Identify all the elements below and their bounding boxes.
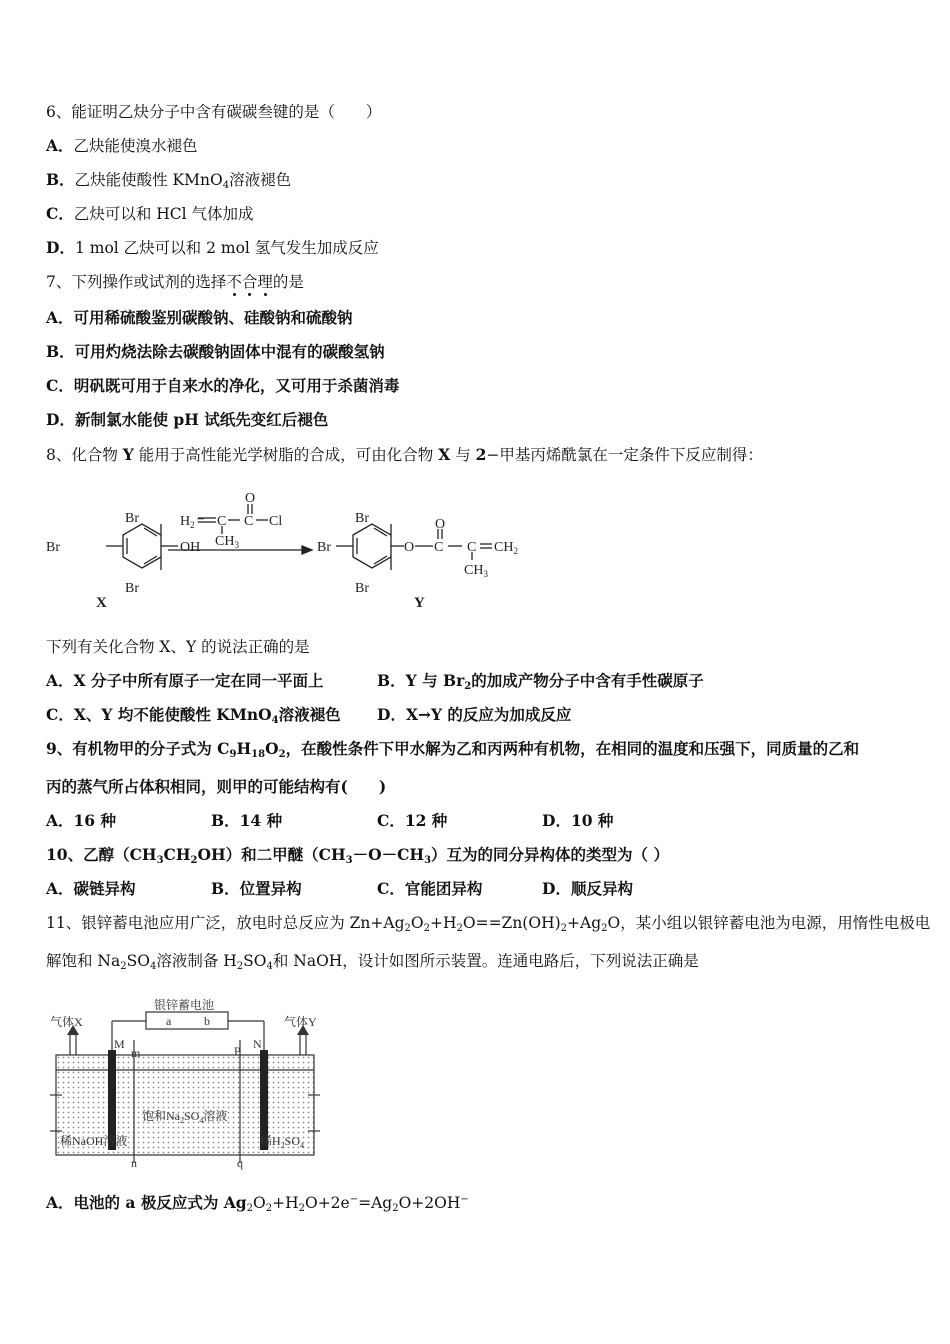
- emphasis-char: 理: [257, 273, 273, 291]
- option-text: Y 与 Br: [405, 671, 465, 690]
- subscript: 3: [234, 540, 239, 550]
- subscript: 2: [601, 923, 608, 934]
- stem-text: O: [410, 914, 424, 932]
- option-text: 新制氯水能使: [74, 410, 174, 429]
- option-label: D．: [377, 705, 406, 724]
- stem-text: 的是: [272, 273, 304, 291]
- stem-text: O: [265, 739, 279, 758]
- option-text: O: [253, 1194, 266, 1212]
- subscript: 4: [199, 1116, 204, 1125]
- oxygen-label: O: [435, 517, 446, 532]
- q6-stem: 6、能证明乙炔分子中含有碳碳叁键的是（ ）: [46, 103, 382, 121]
- stem-text: 和 NaOH，设计如图所示装置。连通电路后，下列说法正确是: [272, 952, 699, 970]
- option-text: 溶液褪色: [229, 171, 292, 189]
- electrolysis-apparatus: [46, 995, 336, 1170]
- option-label: A．: [46, 136, 74, 155]
- stem-text: H: [236, 739, 252, 758]
- svg-text:CH2: [494, 540, 518, 556]
- reagent-label: H: [180, 514, 191, 529]
- bromine-label: Br: [317, 540, 331, 555]
- q10-option-b[interactable]: B．位置异构: [211, 879, 302, 898]
- option-text: 可用灼烧法除去碳酸钠固体中混有的碳酸氢钠: [74, 342, 385, 361]
- middle-solution-label: SO: [184, 1109, 200, 1123]
- membrane-q-label: q: [237, 1156, 243, 1170]
- stem-text: 7、下列操作或试剂的选择: [46, 273, 227, 291]
- q8-intro: 下列有关化合物 X、Y 的说法正确的是: [46, 638, 310, 656]
- stem-text: 8、化合物: [46, 446, 123, 464]
- stem-text: +Ag: [567, 914, 602, 932]
- q10-option-d[interactable]: D．顺反异构: [542, 879, 633, 898]
- stem-text: OH）和二甲醚（CH: [197, 845, 346, 864]
- q7-option-b[interactable]: [46, 342, 385, 362]
- bromine-label: Br: [355, 581, 369, 596]
- q7-option-a[interactable]: [46, 308, 353, 328]
- methylene-label: CH: [494, 540, 514, 555]
- q10-option-a[interactable]: A．碳链异构: [46, 879, 136, 898]
- option-label: C．: [46, 204, 74, 223]
- subscript: 9: [229, 749, 237, 760]
- reaction-scheme: [40, 480, 540, 615]
- q6-option-d[interactable]: [46, 238, 379, 258]
- stem-text: 能用于高性能光学树脂的合成，可由化合物: [133, 446, 439, 464]
- carbon-label: C: [244, 514, 254, 529]
- stem-text: 溶液制备 H: [156, 952, 237, 970]
- subscript: 2: [180, 1116, 184, 1125]
- subscript: 18: [251, 749, 266, 760]
- subscript: 2: [456, 923, 463, 934]
- svg-text:饱和Na2SO4溶液: [142, 1108, 227, 1125]
- subscript: 2: [464, 681, 472, 692]
- q8-option-d[interactable]: [377, 705, 571, 725]
- methyl-label: CH: [215, 534, 235, 549]
- stem-text: 9、有机物甲的分子式为 C: [46, 739, 230, 758]
- subscript: 2: [236, 961, 244, 972]
- option-text: X、Y 均不能使酸性 KMnO: [73, 705, 272, 724]
- q8-stem: [46, 445, 763, 465]
- q7-stem: [46, 272, 304, 292]
- option-text: O+2OH: [398, 1194, 461, 1212]
- stem-text: −甲基丙烯酰氯在一定条件下反应制得：: [486, 446, 763, 464]
- option-text: 溶液褪色: [278, 705, 341, 724]
- carbon-label: C: [217, 514, 227, 529]
- stem-text: SO: [243, 952, 267, 970]
- q8-option-c[interactable]: [46, 705, 341, 725]
- option-text: O+2e: [304, 1194, 350, 1212]
- q6-option-a[interactable]: [46, 136, 198, 156]
- electrode-m-label: M: [114, 1037, 125, 1051]
- q6-option-b[interactable]: [46, 170, 291, 190]
- subscript: 4: [266, 961, 273, 972]
- option-text: A．电池的 a 极反应式为 Ag: [46, 1193, 247, 1212]
- bromine-label: Br: [125, 511, 139, 526]
- subscript: 2: [513, 546, 518, 556]
- option-label: B．: [46, 170, 75, 189]
- option-text: X 分子中所有原子一定在同一平面上: [73, 671, 324, 690]
- stem-text: 2: [475, 445, 487, 464]
- methyl-label: CH: [464, 563, 484, 578]
- subscript: 3: [424, 855, 432, 866]
- subscript: 3: [483, 569, 488, 579]
- membrane-m-label: m: [131, 1046, 141, 1060]
- stem-text: O，某小组以银锌蓄电池为电源，用惰性电极电: [607, 914, 931, 932]
- q9-stem-line1: [46, 739, 859, 759]
- svg-text:CH3: [464, 563, 488, 579]
- subscript: 2: [423, 923, 430, 934]
- middle-solution-label: 饱和Na: [142, 1109, 180, 1123]
- stem-text: Y: [122, 445, 134, 464]
- stem-text: O==Zn(OH): [462, 914, 561, 932]
- option-text: 试纸先变红后褪色: [198, 410, 329, 429]
- subscript: 3: [345, 855, 353, 866]
- q11-stem-line2: [46, 951, 699, 971]
- bromine-label: Br: [125, 581, 139, 596]
- terminal-a-label: a: [166, 1014, 172, 1028]
- q11-stem-line1: [46, 913, 930, 933]
- stem-text: SO: [126, 952, 150, 970]
- q7-option-d[interactable]: [46, 410, 328, 430]
- option-label: B．: [46, 342, 75, 361]
- superscript: −: [460, 1194, 469, 1205]
- q10-option-c[interactable]: C．官能团异构: [377, 879, 483, 898]
- option-text: 的加成产物分子中含有手性碳原子: [471, 671, 704, 690]
- battery-label: 银锌蓄电池: [154, 998, 215, 1012]
- subscript: 2: [278, 749, 286, 760]
- membrane-n-label: n: [131, 1156, 137, 1170]
- subscript: 2: [392, 1203, 399, 1214]
- option-label: C．: [46, 705, 74, 724]
- gas-x-label: 气体X: [50, 1015, 83, 1029]
- stem-text: X: [438, 445, 451, 464]
- subscript: 2: [190, 855, 198, 866]
- terminal-b-label: b: [204, 1014, 210, 1028]
- option-label: B．: [377, 671, 406, 690]
- stem-text: 11、银锌蓄电池应用广泛，放电时总反应为 Zn+Ag: [46, 914, 405, 932]
- option-text: X→Y 的反应为加成反应: [405, 705, 572, 724]
- gas-y-label: 气体Y: [284, 1015, 317, 1029]
- compound-x-label: X: [96, 595, 107, 611]
- stem-text: ）互为的同分异构体的类型为（ ）: [431, 845, 669, 864]
- option-text: 乙炔能使酸性 KMnO: [74, 171, 223, 189]
- option-text: 乙炔可以和 HCl 气体加成: [73, 205, 254, 223]
- option-label: D．: [46, 238, 75, 257]
- subscript: 2: [280, 1141, 285, 1150]
- oxygen-label: O: [245, 491, 256, 506]
- q9-stem-line2: 丙的蒸气所占体积相同，则甲的可能结构有( ): [46, 777, 387, 796]
- option-text: =Ag: [358, 1194, 393, 1212]
- carbon-label: C: [467, 540, 477, 555]
- option-label: C．: [46, 376, 74, 395]
- q11-option-a[interactable]: [46, 1193, 469, 1213]
- compound-y-label: Y: [414, 595, 425, 611]
- stem-text: ，在酸性条件下甲水解为乙和丙两种有机物，在相同的温度和压强下，同质量的乙和: [285, 739, 860, 758]
- stem-text: 解饱和 Na: [46, 952, 121, 970]
- subscript: 4: [222, 180, 230, 191]
- option-text: 明矾既可用于自来水的净化，又可用于杀菌消毒: [73, 376, 400, 395]
- q10-stem: [46, 845, 669, 865]
- stem-text: －O－CH: [352, 845, 425, 864]
- emphasis-char: 合: [241, 273, 258, 291]
- q7-option-c[interactable]: [46, 376, 399, 396]
- subscript: 4: [300, 1141, 305, 1150]
- subscript: 2: [265, 1203, 273, 1214]
- carbon-label: C: [434, 540, 444, 555]
- option-text: 乙炔能使溴水褪色: [73, 137, 198, 155]
- hydroxyl-label: OH: [180, 540, 201, 555]
- membrane-p-label: P: [234, 1044, 241, 1058]
- chlorine-label: Cl: [269, 514, 283, 529]
- electrode-n-label: N: [253, 1037, 262, 1051]
- subscript: 2: [404, 923, 411, 934]
- stem-text: +H: [429, 914, 457, 932]
- option-text: 可用稀硫酸鉴别碳酸钠、硅酸钠和硫酸钠: [73, 308, 353, 327]
- subscript: 2: [246, 1203, 253, 1214]
- svg-text:H2=: $H_2$ =: [180, 514, 205, 530]
- left-solution-label: 稀NaOH溶液: [60, 1134, 128, 1148]
- emphasis-char: 不: [226, 273, 242, 291]
- stem-text: 10、乙醇（CH: [46, 845, 157, 864]
- right-solution-label: 稀H: [260, 1134, 281, 1148]
- right-solution-label: SO: [284, 1134, 301, 1148]
- superscript: −: [349, 1194, 359, 1205]
- option-text: +H: [272, 1194, 299, 1212]
- svg-text:CH3: [215, 534, 239, 550]
- bromine-label: Br: [46, 540, 60, 555]
- oxygen-label: O: [404, 540, 415, 555]
- middle-solution-label: 溶液: [203, 1109, 228, 1123]
- q9-option-d[interactable]: D．10 种: [542, 811, 614, 830]
- stem-text: CH: [163, 845, 191, 864]
- q9-option-c[interactable]: C．12 种: [377, 811, 448, 830]
- option-label: A．: [46, 671, 74, 690]
- option-text: 1 mol 乙炔可以和 2 mol 氢气发生加成反应: [74, 239, 379, 257]
- option-label: D．: [46, 410, 75, 429]
- subscript: 2: [190, 520, 195, 530]
- subscript: 2: [560, 923, 568, 934]
- subscript: 2: [120, 961, 127, 972]
- subscript: 3: [156, 855, 164, 866]
- subscript: 2: [298, 1203, 305, 1214]
- option-label: A．: [46, 308, 74, 327]
- option-text: pH: [173, 410, 199, 429]
- q9-option-a[interactable]: A．16 种: [46, 811, 116, 830]
- subscript: 4: [149, 961, 157, 972]
- subscript: 4: [271, 715, 279, 726]
- q8-option-b[interactable]: [377, 671, 704, 691]
- bromine-label: Br: [355, 511, 369, 526]
- q9-option-b[interactable]: B．14 种: [211, 811, 283, 830]
- q6-option-c[interactable]: [46, 204, 254, 224]
- q8-option-a[interactable]: [46, 671, 323, 691]
- stem-text: 与: [450, 446, 476, 464]
